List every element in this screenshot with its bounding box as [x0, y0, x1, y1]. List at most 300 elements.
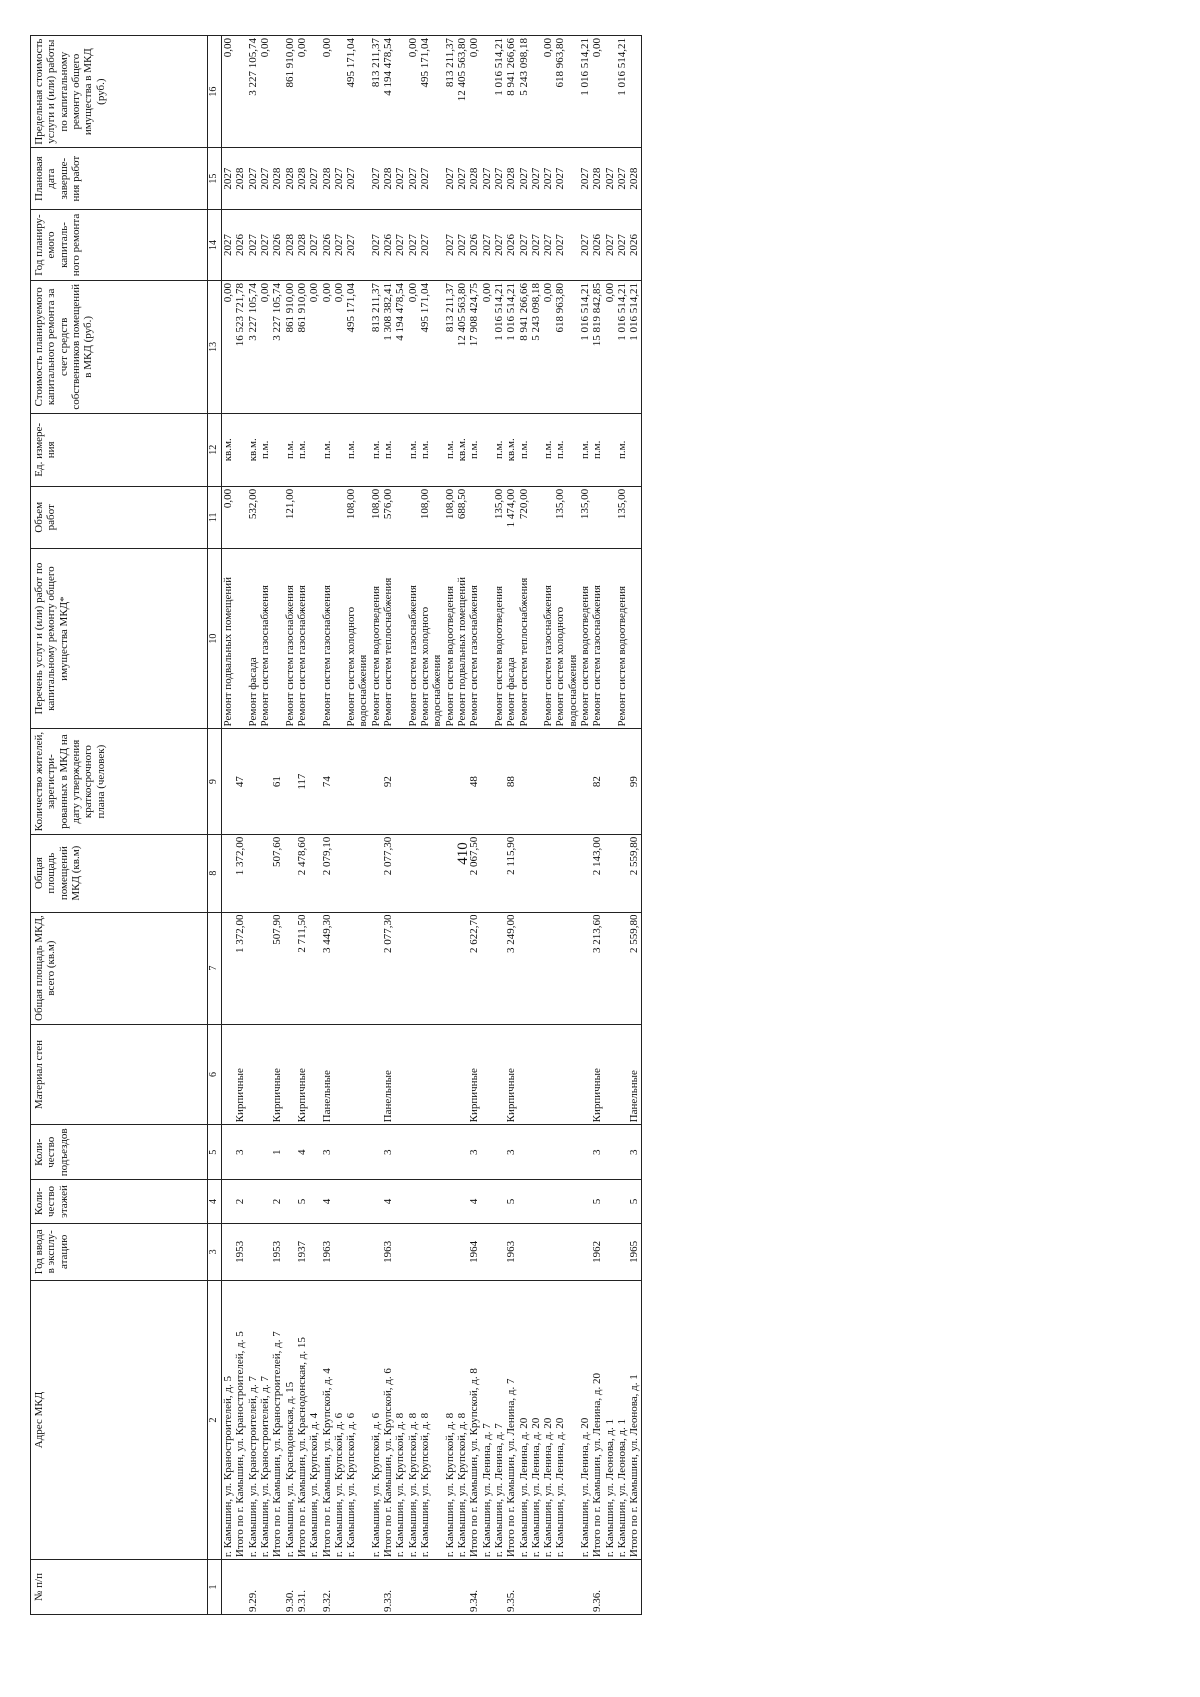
cell-line: 495 171,04 — [419, 282, 431, 333]
table-cell — [321, 1024, 346, 1125]
cell-line: 88 — [505, 776, 518, 788]
cell-line — [345, 1226, 357, 1278]
cell-line — [345, 1027, 357, 1123]
table-row — [444, 36, 456, 1615]
cell-line — [407, 489, 419, 546]
cell-line: г. Камышин, ул. Крупской, д. 8 — [419, 1412, 431, 1558]
cell-line: п.м. — [320, 440, 333, 459]
column-number-row — [208, 36, 222, 1615]
table-cell — [628, 210, 641, 281]
table-cell — [468, 413, 493, 486]
cell-line: 2027 — [480, 167, 493, 190]
table-cell — [444, 1560, 456, 1615]
cell-line — [284, 1226, 296, 1278]
table-cell — [591, 1024, 616, 1125]
cell-line: 507,90 — [271, 914, 284, 945]
table-row — [468, 36, 493, 1615]
table-cell — [554, 148, 579, 210]
cell-line: 61 — [271, 776, 284, 788]
table-cell — [247, 148, 272, 210]
cell-line: 2028 — [295, 234, 308, 256]
cell-line: 3 227 105,74 — [246, 38, 259, 96]
table-cell — [382, 1280, 407, 1559]
cell-line: 2 079,10 — [320, 836, 333, 876]
cell-line: 99 — [628, 776, 641, 788]
cell-line — [554, 915, 566, 1022]
cell-line: 1963 — [505, 1240, 518, 1263]
table-cell — [284, 486, 296, 548]
cell-line: п.м. — [295, 440, 308, 459]
cell-line: г. Камышин, ул. Леонова, д. 1 — [616, 1418, 628, 1558]
table-cell — [554, 1560, 579, 1615]
table-cell — [247, 1223, 272, 1280]
table-cell — [456, 912, 468, 1024]
table-row — [407, 36, 419, 1615]
table-cell — [234, 1024, 246, 1125]
table-cell — [579, 1223, 591, 1280]
cell-line: 3 249,00 — [505, 914, 518, 954]
cell-line — [542, 489, 554, 546]
table-cell — [456, 36, 468, 148]
cell-line: 3 — [591, 1149, 604, 1156]
cell-line: 861 910,00 — [283, 38, 296, 88]
table-cell — [345, 1024, 370, 1125]
table-cell — [382, 148, 407, 210]
cell-line: г. Камышин, ул. Ленина, д. 20 — [517, 1417, 530, 1558]
table-row — [271, 36, 283, 1615]
table-cell — [321, 1560, 346, 1615]
cell-line — [370, 1182, 382, 1220]
column-number: 8 — [208, 834, 222, 912]
cell-line: 5 243 098,18 — [529, 282, 542, 341]
cell-line: 108,00 — [419, 488, 431, 520]
table-cell — [382, 210, 407, 281]
cell-line: 2 478,60 — [295, 836, 308, 876]
cell-line — [419, 1226, 431, 1278]
table-cell — [407, 912, 419, 1024]
cell-line: 1 016 514,21 — [628, 282, 641, 341]
table-cell — [419, 486, 444, 548]
cell-line — [579, 1027, 591, 1123]
table-cell — [321, 548, 346, 729]
table-cell — [370, 280, 382, 413]
table-cell — [468, 912, 493, 1024]
table-cell — [628, 1223, 641, 1280]
cell-line: 0,00 — [320, 282, 333, 303]
table-cell — [321, 1180, 346, 1223]
table-cell — [345, 912, 370, 1024]
table-cell — [284, 1180, 296, 1223]
table-cell — [247, 1560, 272, 1615]
cell-line: 0,00 — [468, 38, 481, 58]
table-cell — [419, 210, 444, 281]
table-cell — [382, 1125, 407, 1180]
table-cell — [591, 413, 616, 486]
cell-line: 8 941 266,66 — [505, 38, 518, 96]
cell-line: 9.30. — [283, 1590, 296, 1612]
table-cell — [234, 834, 246, 912]
cell-line — [444, 837, 456, 910]
table-cell — [370, 1180, 382, 1223]
cell-line: 1 016 514,21 — [492, 38, 505, 96]
table-cell — [370, 486, 382, 548]
table-cell — [591, 1560, 616, 1615]
cell-line: Ремонт систем водоотведения — [616, 585, 628, 727]
cell-line — [542, 1127, 554, 1177]
table-cell — [271, 486, 283, 548]
cell-line — [222, 915, 234, 1022]
cell-line: 2 622,70 — [468, 914, 481, 954]
table-cell — [456, 280, 468, 413]
cell-line: 1 308 382,41 — [382, 282, 395, 341]
table-cell — [456, 1125, 468, 1180]
table-cell — [444, 280, 456, 413]
table-cell — [419, 912, 444, 1024]
table-cell — [271, 1024, 283, 1125]
table-cell — [247, 1125, 272, 1180]
cell-line: п.м. — [517, 440, 530, 459]
table-cell — [591, 280, 616, 413]
table-row — [284, 36, 296, 1615]
table-row — [628, 36, 641, 1615]
cell-line: 813 211,37 — [369, 282, 382, 333]
table-cell — [419, 1280, 444, 1559]
cell-line: 121,00 — [283, 488, 296, 520]
table-cell — [247, 1280, 272, 1559]
cell-line: 0,00 — [406, 38, 419, 58]
cell-line — [554, 731, 566, 831]
cell-line: 0,00 — [308, 282, 321, 303]
cell-line: п.м. — [542, 440, 555, 459]
table-cell — [296, 486, 321, 548]
table-cell — [468, 210, 493, 281]
table-cell — [628, 834, 641, 912]
table-cell — [222, 36, 235, 148]
cell-line: г. Камышин, ул. Ленина, д. 20 — [529, 1417, 542, 1558]
cell-line: п.м. — [283, 440, 296, 459]
cell-line — [345, 1182, 357, 1220]
table-cell — [370, 413, 382, 486]
cell-line — [493, 1127, 505, 1177]
table-cell — [370, 210, 382, 281]
cell-line: Ремонт фасада — [505, 657, 518, 727]
cell-line: 2027 — [603, 234, 616, 256]
cell-line: 48 — [468, 776, 481, 788]
table-cell — [493, 280, 505, 413]
column-header: Перечень услуг и (или) работ по капитальному ремонту общего имущества МКД* — [31, 548, 208, 729]
table-cell — [628, 1024, 641, 1125]
cell-line — [579, 1562, 591, 1612]
cell-line: 1953 — [234, 1240, 247, 1263]
table-cell — [222, 1125, 235, 1180]
column-number: 2 — [208, 1280, 222, 1559]
cell-line: Итого по г. Камышин, ул. Крупской, д. 8 — [468, 1368, 481, 1558]
cell-line: г. Камышин, ул. Краностроителей, д. 5 — [222, 1376, 234, 1558]
cell-line: Ремонт систем газоснабжения — [406, 585, 419, 727]
cell-line — [579, 1226, 591, 1278]
table-cell — [444, 912, 456, 1024]
table-cell — [321, 834, 346, 912]
table-cell — [579, 1024, 591, 1125]
table-row — [493, 36, 505, 1615]
table-cell — [296, 1024, 321, 1125]
cell-line — [222, 1127, 234, 1177]
table-cell — [456, 1560, 468, 1615]
table-cell — [616, 1560, 628, 1615]
table-cell — [542, 1180, 554, 1223]
cell-line: Ремонт систем холодного водоснабжения — [419, 606, 444, 727]
table-cell — [616, 1180, 628, 1223]
table-cell — [284, 1223, 296, 1280]
cell-line: 2027 — [222, 167, 234, 190]
cell-line: 2 067,50 — [468, 836, 481, 876]
cell-line — [407, 1562, 419, 1612]
table-cell — [296, 912, 321, 1024]
cell-line: 2027 — [517, 167, 530, 190]
table-cell — [542, 729, 554, 834]
column-number: 1 — [208, 1560, 222, 1615]
cell-line — [407, 1127, 419, 1177]
table-cell — [345, 486, 370, 548]
table-cell — [407, 1280, 419, 1559]
cell-line: 74 — [320, 776, 333, 788]
cell-line: 2 077,30 — [382, 836, 395, 876]
cell-line: п.м. — [554, 440, 567, 459]
cell-line — [247, 837, 259, 910]
cell-line: Панельные — [320, 1070, 333, 1123]
table-cell — [271, 729, 283, 834]
cell-line — [419, 1027, 431, 1123]
cell-line: 0,00 — [222, 38, 234, 58]
table-cell — [345, 1280, 370, 1559]
cell-line — [579, 837, 591, 910]
column-header: Предельная стоимость услуги и (или) работы по капитальному ремонту общего имущества в МКД (руб.) — [31, 36, 208, 148]
cell-line: г. Камышин, ул. Леонова, д. 1 — [603, 1418, 616, 1558]
table-cell — [493, 1125, 505, 1180]
cell-line — [321, 489, 333, 546]
cell-line — [493, 1182, 505, 1220]
table-cell — [321, 1125, 346, 1180]
table-cell — [542, 36, 554, 148]
table-cell — [493, 36, 505, 148]
table-cell — [444, 729, 456, 834]
cell-line — [456, 837, 468, 910]
cell-line: 8 941 266,66 — [517, 282, 530, 341]
table-row — [321, 36, 346, 1615]
table-cell — [444, 1125, 456, 1180]
table-cell — [456, 729, 468, 834]
table-cell — [579, 486, 591, 548]
cell-line: п.м. — [382, 440, 395, 459]
cell-line: 2027 — [258, 167, 271, 190]
cell-line — [542, 1562, 554, 1612]
cell-line: 1937 — [295, 1240, 308, 1263]
column-header: Год ввода в эксплу- атацию — [31, 1223, 208, 1280]
cell-line — [247, 1226, 259, 1278]
column-header: Коли- чество этажей — [31, 1180, 208, 1223]
table-cell — [321, 912, 346, 1024]
cell-line: Ремонт систем водоотведения — [369, 585, 382, 727]
cell-line: 3 — [505, 1149, 518, 1156]
table-cell — [271, 413, 283, 486]
cell-line — [444, 731, 456, 831]
table-row — [296, 36, 321, 1615]
table-cell — [468, 1125, 493, 1180]
cell-line: 9.31. — [295, 1590, 308, 1612]
cell-line: 3 227 105,74 — [246, 282, 259, 341]
cell-line — [493, 915, 505, 1022]
cell-line — [493, 1226, 505, 1278]
cell-line: 2027 — [419, 234, 431, 256]
table-cell — [628, 486, 641, 548]
cell-line: 2027 — [419, 167, 431, 190]
table-cell — [542, 486, 554, 548]
table-cell — [505, 36, 542, 148]
table-cell — [456, 1223, 468, 1280]
cell-line: 0,00 — [258, 38, 271, 58]
cell-line: г. Камышин, ул. Крупской, д. 8 — [406, 1412, 419, 1558]
cell-line: Ремонт систем теплоснабжения — [382, 577, 395, 727]
table-cell — [382, 834, 407, 912]
table-cell — [493, 729, 505, 834]
cell-line: 2028 — [271, 167, 284, 190]
table-cell — [628, 1180, 641, 1223]
table-cell — [419, 413, 444, 486]
table-cell — [382, 548, 407, 729]
table-cell — [616, 36, 628, 148]
cell-line: 2027 — [529, 234, 542, 256]
cell-line: 2027 — [394, 167, 407, 190]
table-cell — [554, 1125, 579, 1180]
table-cell — [493, 834, 505, 912]
table-cell — [284, 1280, 296, 1559]
cell-line: 3 — [320, 1149, 333, 1156]
cell-line: г. Камышин, ул. Ленина, д. 7 — [480, 1423, 493, 1558]
cell-line: Кирпичные — [271, 1068, 284, 1123]
table-cell — [444, 1223, 456, 1280]
table-cell — [247, 1180, 272, 1223]
cell-line — [271, 551, 283, 727]
table-cell — [296, 1560, 321, 1615]
cell-line: 5 — [505, 1198, 518, 1205]
cell-line: 5 — [295, 1198, 308, 1205]
cell-line — [370, 1562, 382, 1612]
cell-line: 2027 — [554, 167, 567, 190]
table-cell — [468, 148, 493, 210]
cell-line — [542, 1226, 554, 1278]
column-number: 4 — [208, 1180, 222, 1223]
table-cell — [542, 1280, 554, 1559]
table-cell — [234, 1180, 246, 1223]
cell-line: п.м. — [406, 440, 419, 459]
table-cell — [628, 148, 641, 210]
table-cell — [222, 1280, 235, 1559]
table-row — [247, 36, 272, 1615]
column-number: 11 — [208, 486, 222, 548]
cell-line: 2027 — [480, 234, 493, 256]
column-header: Стоимость планируемого капитального ремонта за счет средств собственников помещений в МКД (руб.) — [31, 280, 208, 413]
cell-line: 1 372,00 — [234, 914, 247, 954]
cell-line — [616, 1027, 628, 1123]
table-cell — [628, 1125, 641, 1180]
table-cell — [419, 280, 444, 413]
cell-line: п.м. — [345, 440, 358, 459]
cell-line: Итого по г. Камышин, ул. Краностроителей, д. 5 — [234, 1331, 247, 1558]
cell-line: 12 405 563,80 — [455, 38, 468, 102]
cell-line — [616, 1182, 628, 1220]
table-cell — [505, 280, 542, 413]
column-header: Ед. измере- ния — [31, 413, 208, 486]
table-row — [616, 36, 628, 1615]
table-cell — [222, 280, 235, 413]
table-cell — [321, 1223, 346, 1280]
cell-line — [493, 1562, 505, 1612]
cell-line — [419, 1182, 431, 1220]
table-cell — [407, 280, 419, 413]
cell-line: 2 559,80 — [628, 836, 641, 876]
cell-line: 2028 — [283, 167, 296, 190]
cell-line — [554, 837, 566, 910]
table-cell — [579, 1280, 591, 1559]
table-cell — [456, 1180, 468, 1223]
table-cell — [591, 486, 616, 548]
cell-line — [407, 915, 419, 1022]
cell-line — [554, 1562, 566, 1612]
cell-line: 2027 — [345, 167, 358, 190]
cell-line — [271, 38, 283, 145]
cell-line — [493, 837, 505, 910]
table-cell — [407, 148, 419, 210]
cell-line: 0,00 — [320, 38, 333, 58]
cell-line: 2027 — [616, 234, 628, 256]
cell-line — [444, 1127, 456, 1177]
cell-line: 2026 — [382, 234, 395, 256]
cell-line: 507,60 — [271, 836, 284, 867]
table-cell — [382, 1180, 407, 1223]
cell-line: 0,00 — [222, 488, 234, 509]
table-cell — [284, 1125, 296, 1180]
table-cell — [296, 729, 321, 834]
cell-line — [542, 915, 554, 1022]
cell-line — [247, 1127, 259, 1177]
table-cell — [554, 1223, 579, 1280]
cell-line: 92 — [382, 776, 395, 788]
cell-line — [247, 1027, 259, 1123]
table-cell — [284, 912, 296, 1024]
table-cell — [468, 1024, 493, 1125]
table-cell — [419, 148, 444, 210]
table-cell — [505, 548, 542, 729]
cell-line: г. Камышин, ул. Крупской, д. 8 — [443, 1412, 456, 1558]
cell-line: 2 559,80 — [628, 914, 641, 954]
table-cell — [419, 834, 444, 912]
table-cell — [234, 1125, 246, 1180]
table-cell — [493, 1024, 505, 1125]
cell-line — [271, 416, 283, 484]
cell-line: 0,00 — [542, 282, 555, 303]
table-cell — [505, 413, 542, 486]
table-cell — [222, 834, 235, 912]
cell-line: 861 910,00 — [295, 282, 308, 333]
table-cell — [247, 912, 272, 1024]
cell-line: п.м. — [369, 440, 382, 459]
cell-line: 618 963,80 — [554, 38, 567, 88]
cell-line: 2027 — [492, 234, 505, 256]
table-cell — [456, 1024, 468, 1125]
cell-line: г. Камышин, ул. Ленина, д. 7 — [492, 1423, 505, 1558]
column-header: Адрес МКД — [31, 1280, 208, 1559]
table-cell — [382, 280, 407, 413]
